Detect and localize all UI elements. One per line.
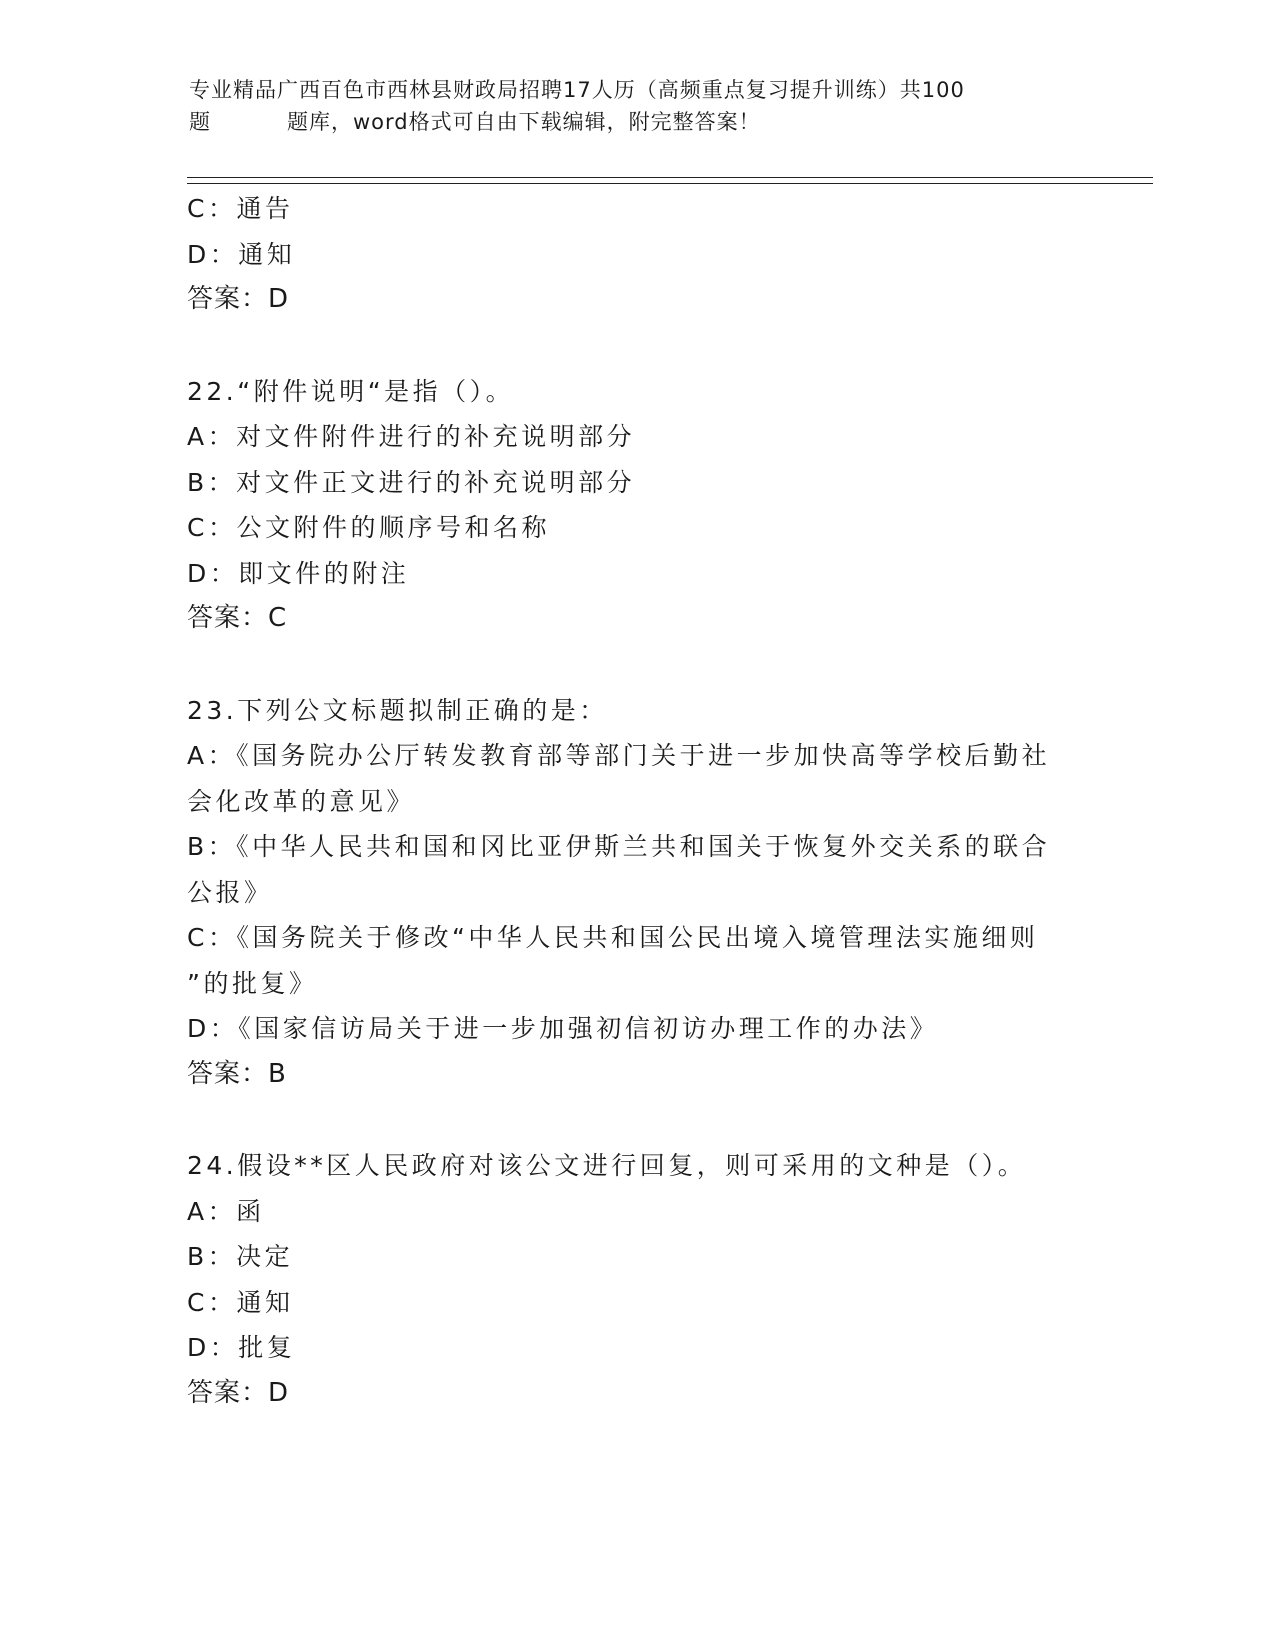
- header-divider-top: [187, 177, 1153, 178]
- option-b-line-1: B：《中华人民共和国和冈比亚伊斯兰共和国关于恢复外交关系的联合: [187, 832, 1051, 861]
- spacer: [187, 1097, 1087, 1143]
- option-b: B：决定: [187, 1242, 294, 1271]
- option-b-line-2: 公报》: [187, 877, 273, 907]
- option-b: B：对文件正文进行的补充说明部分: [187, 467, 636, 497]
- option-d: D：批复: [187, 1333, 296, 1362]
- option-a-line-2: 会化改革的意见》: [187, 786, 416, 816]
- header-title-line-2-rest: 题库，word格式可自由下载编辑，附完整答案！: [287, 110, 761, 134]
- question-block-21-continued: [187, 186, 1087, 323]
- option-d: D：即文件的附注: [187, 558, 410, 588]
- option-c: C：通告: [187, 194, 294, 223]
- option-a: A：对文件附件进行的补充说明部分: [187, 422, 636, 451]
- answer-line: 答案：C: [187, 603, 288, 633]
- answer-line: 答案：B: [187, 1058, 287, 1089]
- question-stem: 24.假设**区人民政府对该公文进行回复，则可采用的文种是（）。: [187, 1151, 1027, 1180]
- option-d: D：通知: [187, 239, 296, 269]
- option-c: C：通知: [187, 1287, 294, 1317]
- option-c-line-2: ”的批复》: [187, 968, 318, 998]
- answer-line: 答案：D: [187, 284, 290, 314]
- option-c: C：公文附件的顺序号和名称: [187, 513, 550, 542]
- option-c-line-1: C：《国务院关于修改“中华人民共和国公民出境入境管理法实施细则: [187, 923, 1039, 952]
- question-stem: 23.下列公文标题拟制正确的是：: [187, 695, 608, 725]
- answer-line: 答案：D: [187, 1377, 290, 1408]
- question-block-24: [187, 1143, 1087, 1416]
- header-title-line-2: [189, 106, 1089, 138]
- document-header: [189, 74, 1089, 138]
- header-title-line-2-lead: 题: [189, 110, 211, 134]
- question-stem: 22.“附件说明“是指（）。: [187, 376, 515, 406]
- option-a: A：函: [187, 1196, 265, 1226]
- header-title-line-1: 专业精品广西百色市西林县财政局招聘17人历（高频重点复习提升训练）共100: [189, 78, 965, 102]
- option-a-line-1: A：《国务院办公厅转发教育部等部门关于进一步加快高等学校后勤社: [187, 741, 1051, 770]
- spacer: [187, 323, 1087, 369]
- header-divider-bottom: [187, 183, 1153, 184]
- spacer: [187, 642, 1087, 688]
- question-block-22: [187, 369, 1087, 642]
- question-block-23: [187, 688, 1087, 1098]
- document-body: [187, 186, 1087, 1416]
- option-d: D：《国家信访局关于进一步加强初信初访办理工作的办法》: [187, 1014, 939, 1043]
